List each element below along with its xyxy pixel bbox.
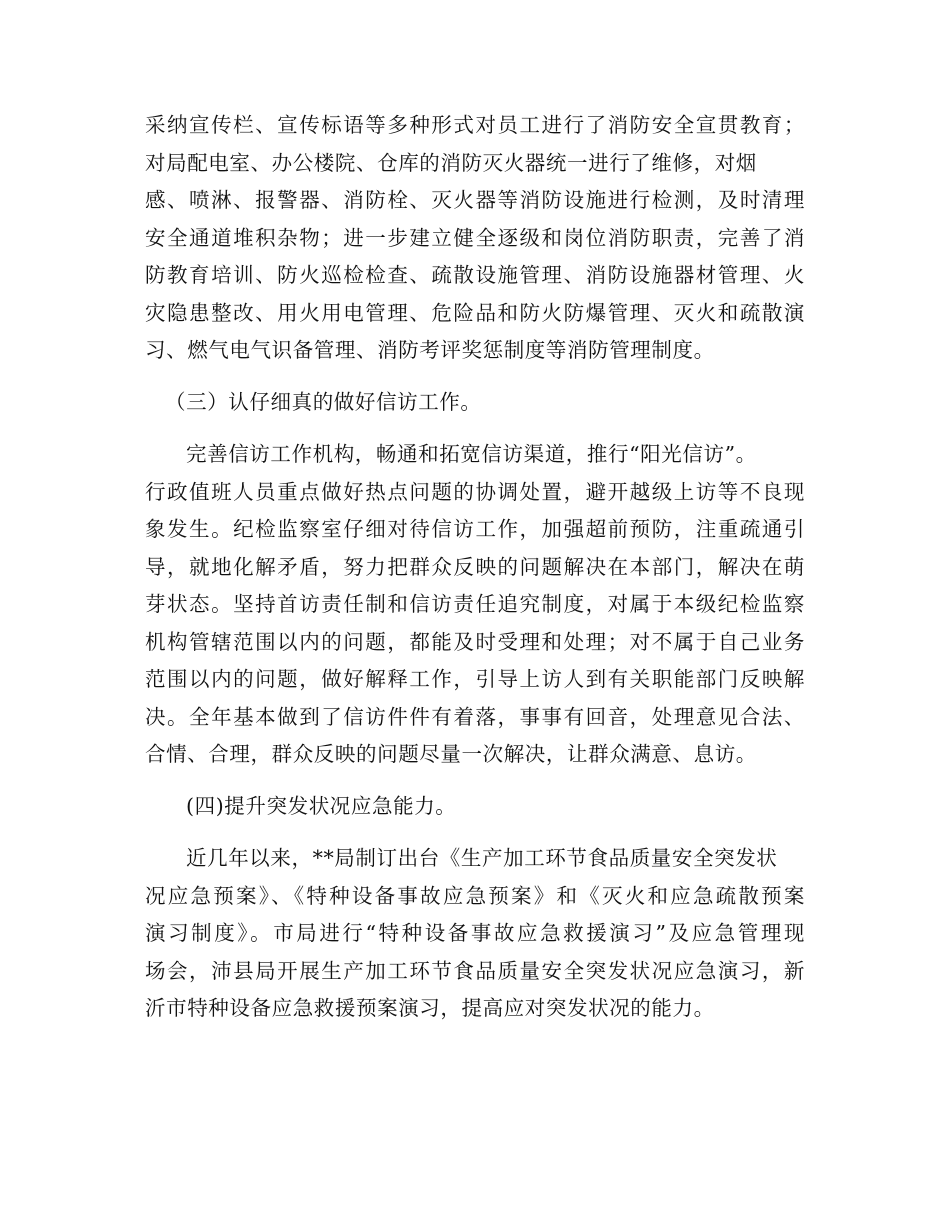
section-heading: （三）认仔细真的做好信访工作。 [165,390,482,414]
text-line: 完善信访工作机构，畅通和拓宽信访渠道，推行“阳光信访”。 [186,442,757,466]
text-line: 防教育培训、防火巡检检查、疏散设施管理、消防设施器材管理、火 [145,263,805,287]
text-line: 习、燃气电气识备管理、消防考评奖惩制度等消防管理制度。 [145,338,715,362]
text-line: 安全通道堆积杂物；进一步建立健全逐级和岗位消防职责，完善了消 [145,225,805,250]
section-heading-3 [145,384,805,422]
text-line: 采纳宣传栏、宣传标语等多种形式对员工进行了消防安全宣贯教育； [145,113,805,137]
section-heading-4 [145,788,805,826]
text-line: 对局配电室、办公楼院、仓库的消防灭火器统一进行了维修，对烟 [145,150,757,175]
text-line: 场会，沛县局开展生产加工环节食品质量安全突发状况应急演习，新 [145,958,805,983]
text-line: 机构管辖范围以内的问题，都能及时受理和处理；对不属于自己业务 [145,629,805,654]
paragraph-emergency [145,840,805,1028]
text-line: 合情、合理，群众反映的问题尽量一次解决，让群众满意、息访。 [145,742,757,766]
text-line: 导，就地化解矛盾，努力把群众反映的问题解决在本部门，解决在萌 [145,554,805,579]
section-heading: (四)提升突发状况应急能力。 [186,794,457,818]
text-line: 范围以内的问题，做好解释工作，引导上访人到有关职能部门反映解 [145,667,805,691]
text-line: 演习制度》。市局进行“特种设备事故应急救援演习”及应急管理现 [145,921,805,945]
paragraph-petition [145,436,805,774]
text-line: 象发生。纪检监察室仔细对待信访工作，加强超前预防，注重疏通引 [145,517,805,541]
text-line: 行政值班人员重点做好热点问题的协调处置，避开越级上访等不良现 [145,479,805,504]
text-line: 沂市特种设备应急救援预案演习，提高应对突发状况的能力。 [145,996,715,1020]
text-line: 灾隐患整改、用火用电管理、危险品和防火防爆管理、灭火和疏散演 [145,300,805,325]
text-line: 感、喷淋、报警器、消防栓、灭火器等消防设施进行检测，及时清理 [145,188,805,212]
text-line: 况应急预案》、《特种设备事故应急预案》和《灭火和应急疏散预案 [145,883,805,908]
text-line: 芽状态。坚持首访责任制和信访责任追究制度，对属于本级纪检监察 [145,592,805,616]
text-line: 决。全年基本做到了信访件件有着落，事事有回音，处理意见合法、 [145,704,805,729]
text-line: 近几年以来，**局制订出台《生产加工环节食品质量安全突发状 [186,846,778,870]
paragraph-fire-safety [145,107,805,370]
